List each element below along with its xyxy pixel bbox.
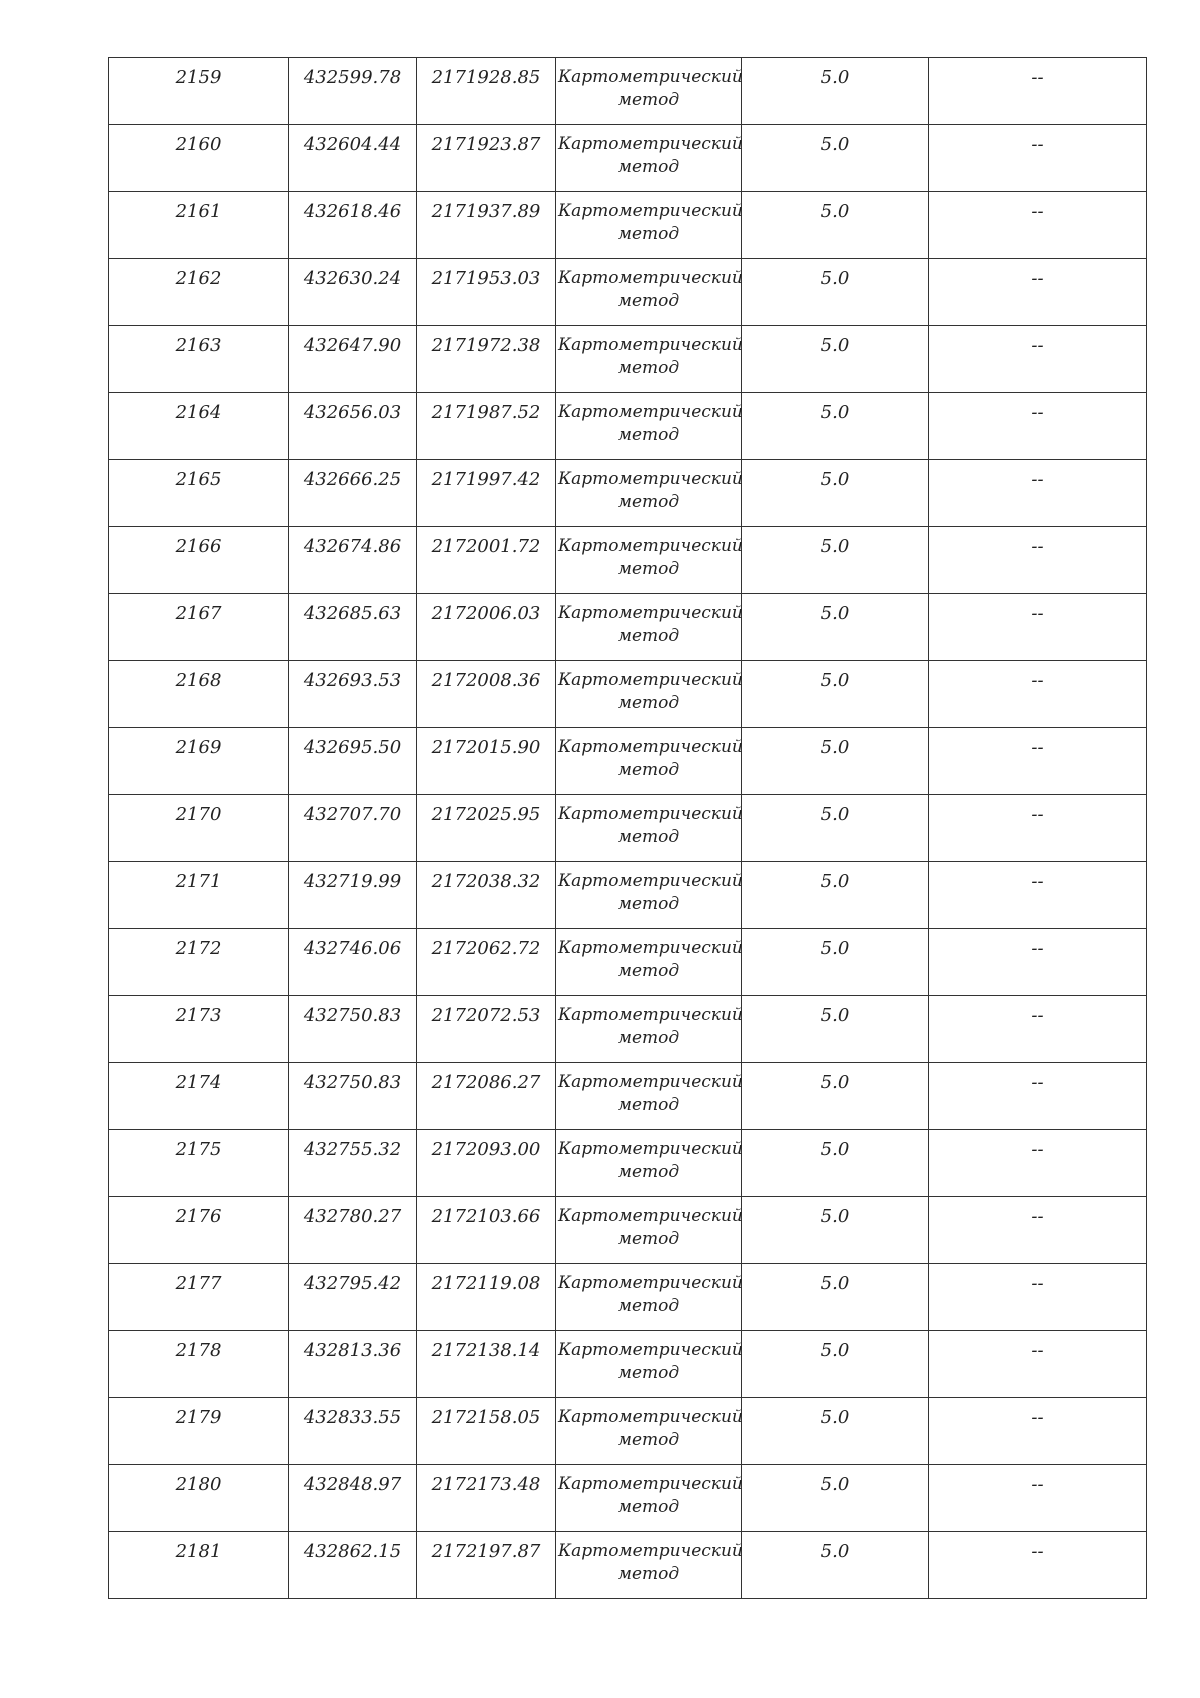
accuracy-cell: 5.0 (742, 1465, 929, 1532)
table-row (109, 929, 1147, 996)
accuracy-cell: 5.0 (742, 1264, 929, 1331)
point-number-cell: 2180 (109, 1465, 289, 1532)
point-number-cell: 2175 (109, 1130, 289, 1197)
y-coordinate-cell: 2172173.48 (417, 1465, 556, 1532)
note-cell: -- (929, 1130, 1147, 1197)
method-line-1: Картометрический (558, 335, 743, 355)
note-cell: -- (929, 192, 1147, 259)
accuracy-cell: 5.0 (742, 460, 929, 527)
method-line-1: Картометрический (558, 804, 743, 824)
method-line-2: метод (617, 1229, 680, 1249)
method-line-1: Картометрический (558, 268, 743, 288)
x-coordinate-cell: 432813.36 (289, 1331, 417, 1398)
method-line-1: Картометрический (558, 1072, 743, 1092)
point-number-cell: 2173 (109, 996, 289, 1063)
method-line-1: Картометрический (558, 67, 743, 87)
point-number-cell: 2163 (109, 326, 289, 393)
y-coordinate-cell: 2171928.85 (417, 58, 556, 125)
note-cell: -- (929, 259, 1147, 326)
x-coordinate-cell: 432746.06 (289, 929, 417, 996)
accuracy-cell: 5.0 (742, 661, 929, 728)
x-coordinate-cell: 432848.97 (289, 1465, 417, 1532)
x-coordinate-cell: 432647.90 (289, 326, 417, 393)
point-number-cell: 2168 (109, 661, 289, 728)
note-cell: -- (929, 393, 1147, 460)
point-number-cell: 2160 (109, 125, 289, 192)
point-number-cell: 2159 (109, 58, 289, 125)
method-line-1: Картометрический (558, 871, 743, 891)
method-line-1: Картометрический (558, 1541, 743, 1561)
accuracy-cell: 5.0 (742, 929, 929, 996)
note-cell: -- (929, 862, 1147, 929)
method-line-1: Картометрический (558, 603, 743, 623)
method-cell (556, 862, 742, 929)
x-coordinate-cell: 432618.46 (289, 192, 417, 259)
coordinates-table (108, 57, 1147, 1599)
accuracy-cell: 5.0 (742, 326, 929, 393)
table-row (109, 1398, 1147, 1465)
point-number-cell: 2174 (109, 1063, 289, 1130)
method-line-1: Картометрический (558, 201, 743, 221)
note-cell: -- (929, 996, 1147, 1063)
method-line-2: метод (617, 425, 680, 445)
method-cell (556, 259, 742, 326)
method-line-1: Картометрический (558, 1273, 743, 1293)
table-row (109, 393, 1147, 460)
note-cell: -- (929, 661, 1147, 728)
method-line-2: метод (617, 827, 680, 847)
accuracy-cell: 5.0 (742, 1532, 929, 1599)
x-coordinate-cell: 432707.70 (289, 795, 417, 862)
y-coordinate-cell: 2171972.38 (417, 326, 556, 393)
table-row (109, 125, 1147, 192)
method-cell (556, 1465, 742, 1532)
accuracy-cell: 5.0 (742, 728, 929, 795)
table-row (109, 58, 1147, 125)
y-coordinate-cell: 2172006.03 (417, 594, 556, 661)
table-row (109, 1465, 1147, 1532)
point-number-cell: 2172 (109, 929, 289, 996)
note-cell: -- (929, 728, 1147, 795)
method-cell (556, 192, 742, 259)
table-row (109, 527, 1147, 594)
table-row (109, 1532, 1147, 1599)
method-cell (556, 1063, 742, 1130)
note-cell: -- (929, 125, 1147, 192)
y-coordinate-cell: 2172197.87 (417, 1532, 556, 1599)
method-line-1: Картометрический (558, 402, 743, 422)
accuracy-cell: 5.0 (742, 125, 929, 192)
method-cell (556, 594, 742, 661)
x-coordinate-cell: 432693.53 (289, 661, 417, 728)
point-number-cell: 2161 (109, 192, 289, 259)
method-line-2: метод (617, 358, 680, 378)
method-line-2: метод (617, 1497, 680, 1517)
method-line-1: Картометрический (558, 1407, 743, 1427)
table-row (109, 795, 1147, 862)
method-cell (556, 1130, 742, 1197)
method-cell (556, 326, 742, 393)
point-number-cell: 2178 (109, 1331, 289, 1398)
method-cell (556, 1331, 742, 1398)
accuracy-cell: 5.0 (742, 393, 929, 460)
y-coordinate-cell: 2172103.66 (417, 1197, 556, 1264)
method-line-2: метод (617, 1162, 680, 1182)
note-cell: -- (929, 1398, 1147, 1465)
method-line-2: метод (617, 894, 680, 914)
note-cell: -- (929, 326, 1147, 393)
method-cell (556, 929, 742, 996)
point-number-cell: 2162 (109, 259, 289, 326)
method-cell (556, 996, 742, 1063)
x-coordinate-cell: 432685.63 (289, 594, 417, 661)
table-row (109, 996, 1147, 1063)
x-coordinate-cell: 432862.15 (289, 1532, 417, 1599)
method-cell (556, 125, 742, 192)
table-row (109, 862, 1147, 929)
method-line-2: метод (617, 961, 680, 981)
method-line-2: метод (617, 1028, 680, 1048)
point-number-cell: 2166 (109, 527, 289, 594)
accuracy-cell: 5.0 (742, 1398, 929, 1465)
table-row (109, 259, 1147, 326)
method-line-2: метод (617, 693, 680, 713)
method-line-1: Картометрический (558, 536, 743, 556)
y-coordinate-cell: 2171923.87 (417, 125, 556, 192)
y-coordinate-cell: 2172015.90 (417, 728, 556, 795)
accuracy-cell: 5.0 (742, 527, 929, 594)
y-coordinate-cell: 2172025.95 (417, 795, 556, 862)
method-line-1: Картометрический (558, 1474, 743, 1494)
note-cell: -- (929, 1532, 1147, 1599)
method-cell (556, 795, 742, 862)
y-coordinate-cell: 2171987.52 (417, 393, 556, 460)
accuracy-cell: 5.0 (742, 1197, 929, 1264)
point-number-cell: 2167 (109, 594, 289, 661)
method-cell (556, 1532, 742, 1599)
method-line-2: метод (617, 1296, 680, 1316)
method-line-1: Картометрический (558, 938, 743, 958)
method-cell (556, 1398, 742, 1465)
point-number-cell: 2179 (109, 1398, 289, 1465)
x-coordinate-cell: 432674.86 (289, 527, 417, 594)
note-cell: -- (929, 1331, 1147, 1398)
x-coordinate-cell: 432599.78 (289, 58, 417, 125)
y-coordinate-cell: 2172138.14 (417, 1331, 556, 1398)
table-row (109, 460, 1147, 527)
method-line-2: метод (617, 626, 680, 646)
method-line-2: метод (617, 90, 680, 110)
coordinates-table-body (109, 58, 1147, 1599)
x-coordinate-cell: 432666.25 (289, 460, 417, 527)
method-cell (556, 1197, 742, 1264)
table-row (109, 1130, 1147, 1197)
method-cell (556, 728, 742, 795)
accuracy-cell: 5.0 (742, 1063, 929, 1130)
x-coordinate-cell: 432750.83 (289, 1063, 417, 1130)
point-number-cell: 2165 (109, 460, 289, 527)
accuracy-cell: 5.0 (742, 192, 929, 259)
x-coordinate-cell: 432780.27 (289, 1197, 417, 1264)
method-line-1: Картометрический (558, 670, 743, 690)
method-line-2: метод (617, 1095, 680, 1115)
y-coordinate-cell: 2171937.89 (417, 192, 556, 259)
x-coordinate-cell: 432695.50 (289, 728, 417, 795)
accuracy-cell: 5.0 (742, 1331, 929, 1398)
note-cell: -- (929, 527, 1147, 594)
table-row (109, 192, 1147, 259)
table-row (109, 728, 1147, 795)
method-line-2: метод (617, 492, 680, 512)
table-row (109, 1331, 1147, 1398)
table-row (109, 594, 1147, 661)
note-cell: -- (929, 1264, 1147, 1331)
y-coordinate-cell: 2172062.72 (417, 929, 556, 996)
y-coordinate-cell: 2172072.53 (417, 996, 556, 1063)
note-cell: -- (929, 594, 1147, 661)
note-cell: -- (929, 1063, 1147, 1130)
method-line-1: Картометрический (558, 469, 743, 489)
method-line-1: Картометрический (558, 1340, 743, 1360)
method-line-2: метод (617, 1564, 680, 1584)
x-coordinate-cell: 432755.32 (289, 1130, 417, 1197)
point-number-cell: 2164 (109, 393, 289, 460)
method-line-2: метод (617, 1363, 680, 1383)
method-cell (556, 460, 742, 527)
x-coordinate-cell: 432604.44 (289, 125, 417, 192)
note-cell: -- (929, 929, 1147, 996)
x-coordinate-cell: 432630.24 (289, 259, 417, 326)
method-line-2: метод (617, 157, 680, 177)
note-cell: -- (929, 460, 1147, 527)
method-line-2: метод (617, 1430, 680, 1450)
method-line-2: метод (617, 760, 680, 780)
note-cell: -- (929, 795, 1147, 862)
point-number-cell: 2169 (109, 728, 289, 795)
accuracy-cell: 5.0 (742, 795, 929, 862)
y-coordinate-cell: 2172038.32 (417, 862, 556, 929)
y-coordinate-cell: 2172093.00 (417, 1130, 556, 1197)
y-coordinate-cell: 2172008.36 (417, 661, 556, 728)
note-cell: -- (929, 1197, 1147, 1264)
accuracy-cell: 5.0 (742, 594, 929, 661)
method-line-2: метод (617, 559, 680, 579)
accuracy-cell: 5.0 (742, 259, 929, 326)
y-coordinate-cell: 2171953.03 (417, 259, 556, 326)
x-coordinate-cell: 432750.83 (289, 996, 417, 1063)
method-cell (556, 393, 742, 460)
table-row (109, 1264, 1147, 1331)
y-coordinate-cell: 2172001.72 (417, 527, 556, 594)
y-coordinate-cell: 2172086.27 (417, 1063, 556, 1130)
y-coordinate-cell: 2171997.42 (417, 460, 556, 527)
x-coordinate-cell: 432656.03 (289, 393, 417, 460)
method-cell (556, 527, 742, 594)
point-number-cell: 2176 (109, 1197, 289, 1264)
table-row (109, 661, 1147, 728)
accuracy-cell: 5.0 (742, 58, 929, 125)
method-cell (556, 1264, 742, 1331)
note-cell: -- (929, 1465, 1147, 1532)
method-line-1: Картометрический (558, 134, 743, 154)
method-line-2: метод (617, 291, 680, 311)
method-line-1: Картометрический (558, 1005, 743, 1025)
point-number-cell: 2170 (109, 795, 289, 862)
y-coordinate-cell: 2172119.08 (417, 1264, 556, 1331)
method-line-1: Картометрический (558, 1206, 743, 1226)
method-cell (556, 661, 742, 728)
x-coordinate-cell: 432795.42 (289, 1264, 417, 1331)
accuracy-cell: 5.0 (742, 1130, 929, 1197)
accuracy-cell: 5.0 (742, 862, 929, 929)
method-line-1: Картометрический (558, 1139, 743, 1159)
method-line-2: метод (617, 224, 680, 244)
accuracy-cell: 5.0 (742, 996, 929, 1063)
point-number-cell: 2177 (109, 1264, 289, 1331)
y-coordinate-cell: 2172158.05 (417, 1398, 556, 1465)
point-number-cell: 2181 (109, 1532, 289, 1599)
x-coordinate-cell: 432719.99 (289, 862, 417, 929)
table-row (109, 1063, 1147, 1130)
point-number-cell: 2171 (109, 862, 289, 929)
table-row (109, 1197, 1147, 1264)
method-cell (556, 58, 742, 125)
method-line-1: Картометрический (558, 737, 743, 757)
x-coordinate-cell: 432833.55 (289, 1398, 417, 1465)
note-cell: -- (929, 58, 1147, 125)
table-row (109, 326, 1147, 393)
